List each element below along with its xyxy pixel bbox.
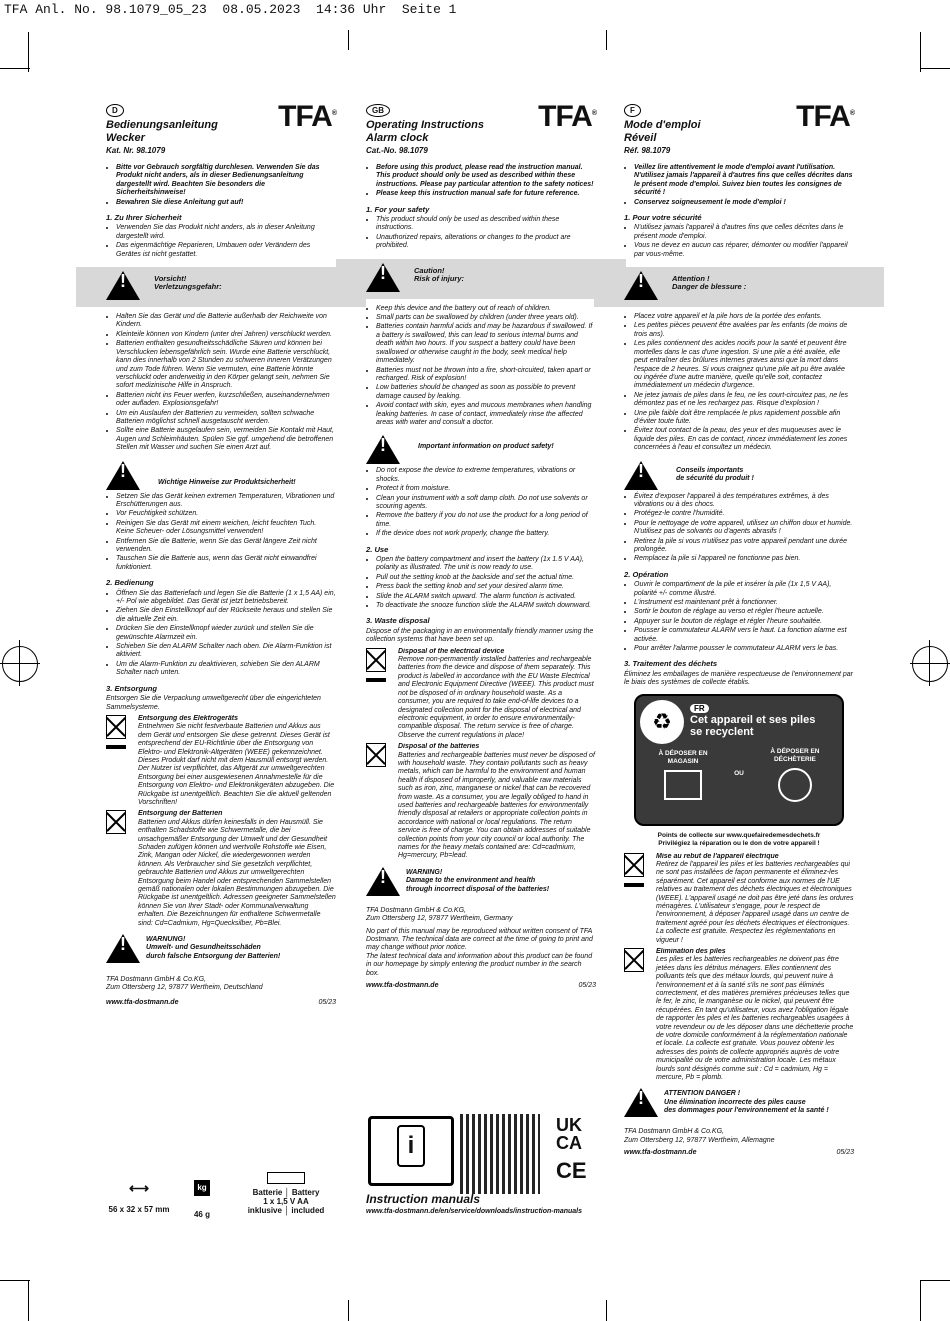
fold-line [606, 30, 607, 50]
crop-mark [0, 68, 30, 69]
crop-mark [920, 32, 921, 72]
list-item: • Clean your instrument with a soft damp cloth. Do not use solvents or scouring agents. [376, 495, 596, 512]
registration-mark [912, 646, 948, 682]
list-item: • Setzen Sie das Gerät keinen extremen Temperaturen, Vibrationen und Erschütterungen aus. [116, 493, 336, 510]
edition-date: 05/23 [836, 1149, 854, 1157]
triman-recycling-box [634, 694, 844, 826]
catalog-number: Kat. Nr. 98.1079 [106, 146, 166, 155]
battery-included: inklusive │ included [247, 1206, 325, 1215]
list-item: • Tauschen Sie die Batterie aus, wenn das Gerät nicht einwandfrei funktioniert. [116, 555, 336, 572]
print-header: TFA Anl. No. 98.1079_05_23 08.05.2023 14:36 Uhr Seite 1 [4, 2, 457, 17]
address-line: Zum Ottersberg 12, 97877 Wertheim, Deutschland [106, 984, 263, 992]
list-item: • Ouvrir le compartiment de la pile et insérer la pile (1x 1,5 V AA), polarité +/- comme illustré. [634, 581, 854, 598]
registration-line [19, 640, 20, 686]
list-item: • Pour arrêter l'alarme pousser le commutateur ALARM vers le bas. [634, 645, 854, 653]
intro-item: • Bitte vor Gebrauch sorgfältig durchlesen. Verwenden Sie das Produkt nicht anders, als in dieser Bedienungsanleitung dargestellt wird. Beachten Sie besonders die Sicherheitshinweise! [116, 164, 336, 198]
paragraph: Retirez de l'appareil les piles et les batteries rechargeables qui ne sont pas installées de façon permanente et éliminez-les séparément. Cet appareil est conforme aux normes de l'UE relatives au traitement des déchets électriques et électroniques (WEEE). L'appareil usagé ne doit pas être jeté dans les ordures ménagères. L'utilisateur s'engage, pour le respect de l'environnement, à déposer l'appareil usagé dans un centre de traitement agréé pour les déchets électriques et électroniques. La collecte est gratuite. Respectez les réglementations en vigueur ! [656, 860, 854, 944]
catalog-number: Réf. 98.1079 [624, 146, 671, 155]
column-german [106, 100, 336, 1007]
intro-item: • Please keep this instruction manual safe for future reference. [376, 190, 596, 198]
crossed-bin-icon [624, 853, 644, 877]
recycle-title: se recyclent [690, 726, 754, 739]
subheading: Entsorgung des Elektrogeräts [138, 714, 238, 722]
section-heading: 1. Pour votre sécurité [624, 213, 702, 223]
battery-type: 1 x 1,5 V AA [263, 1197, 309, 1206]
store-dropoff-label: À DÉPOSER EN MAGASIN [658, 749, 708, 766]
list-item: • Pousser le commutateur ALARM vers le haut. La fonction alarme est activée. [634, 627, 854, 644]
manual-book-icon: i [368, 1116, 454, 1186]
column-french [624, 100, 854, 1158]
warning-triangle-icon [366, 263, 400, 292]
section-heading: 2. Bedienung [106, 578, 154, 588]
list-item: • N'utilisez jamais l'appareil à d'autres fins que celles décrites dans le présent mode d'emploi. [634, 224, 854, 241]
crop-mark [920, 1280, 921, 1321]
list-item: • Öffnen Sie das Batteriefach und legen Sie die Batterie (1 x 1,5 AA) ein, +/- Pol wie abgebildet. Das Gerät ist jetzt betriebsbereit. [116, 590, 336, 607]
list-item: • Entfernen Sie die Batterie, wenn Sie das Gerät längere Zeit nicht verwenden. [116, 538, 336, 555]
list-item: • Batteries must not be thrown into a fire, short-circuited, taken apart or recharged. Risk of explosion! [376, 367, 596, 384]
important-heading: Conseils importants [676, 466, 744, 474]
qr-code[interactable] [460, 1114, 540, 1194]
list-item: • Ziehen Sie den Einstellknopf auf der Rückseite heraus und stellen Sie die aktuelle Zeit ein. [116, 607, 336, 624]
subheading: Mise au rebut de l'appareil électrique [656, 852, 779, 860]
address-line: Zum Ottersberg 12, 97877 Wertheim, Allemagne [624, 1136, 775, 1144]
crossed-bin-icon [624, 948, 644, 972]
paragraph: Batterien und Akkus dürfen keinesfalls in den Hausmüll. Sie enthalten Schadstoffe wie Schwermetalle, die bei unsachgemäßer Entsorgung der Umwelt und der Gesundheit Schaden zufügen können und wertvolle Rohstoffe wie Eisen, Zink, Mangan oder Nickel, die wiedergewonnen werden können. Als Verbraucher sind Sie gesetzlich verpflichtet, gebrauchte Batterien und Akkus zur umweltgerechten Entsorgung beim Handel oder entsprechenden Sammelstellen gemäß nationalen oder lokalen Bestimmungen abzugeben. Die Rückgabe ist unentgeltlich. Adressen geeigneter Sammelstellen können Sie von Ihrer Stadt- oder Kommunalverwaltung erhalten. Die Bezeichnungen für enthaltene Schwermetalle sind: Cd=Cadmium, Hg=Quecksilber, Pb=Blei. [138, 818, 336, 927]
warning-triangle-icon [624, 1088, 658, 1117]
paragraph: Les piles et les batteries rechargeables ne doivent pas être jetées dans les détritus ménagers. Elles contiennent des polluants tels que des métaux lourds, qui peuvent nuire à l'environnement et à la santé s'ils ne sont pas éliminés correctement, et des matières premières précieuses telles que le fer, le zinc, le manganèse ou le nickel, qui peuvent être récupérées. En tant qu'utilisateur, vous avez l'obligation légale de rapporter les piles et les batteries rechargeables usagées à votre revendeur ou de les déposer dans une déchetterie proche de votre domicile conformément à la réglementation nationale et locale. La collecte est gratuite. Vous pouvez obtenir les adresses des points de collecte appropriés auprès de votre municipalité ou de votre administration locale. Les métaux lourds sont désignés comme suit : Cd = cadmium, Hg = mercure, Pb = plomb. [656, 956, 854, 1082]
warning-title: Attention ! [672, 274, 710, 284]
list-item: • Batteries contain harmful acids and may be hazardous if swallowed. If a battery is swallowed, this can lead to serious internal burns and death within two hours. If you suspect a battery could have been swallowed or otherwise caught in the body, seek medical help immediately. [376, 323, 596, 365]
list-item: • Schieben Sie den ALARM Schalter nach oben. Die Alarm-Funktion ist aktiviert. [116, 643, 336, 660]
warning-title: WARNUNG! [146, 936, 186, 944]
important-heading: de sécurité du produit ! [676, 474, 754, 482]
tfa-logo: TFA® [278, 100, 336, 133]
list-item: • Slide the ALARM switch upward. The alarm function is activated. [376, 593, 596, 601]
subheading: Disposal of the batteries [398, 743, 480, 751]
language-badge: D [106, 104, 124, 117]
spec-dimensions [108, 1180, 170, 1214]
list-item: • Drücken Sie den Einstellknopf wieder zurück und stellen Sie die gewünschte Alarmzeit ein. [116, 625, 336, 642]
battery-icon [267, 1172, 305, 1184]
registration-line [0, 663, 40, 664]
intro-item: • Conservez soigneusement le mode d'emploi ! [634, 199, 854, 207]
paragraph: Entsorgen Sie die Verpackung umweltgerecht über die eingerichteten Sammelsysteme. [106, 695, 321, 711]
edition-date: 05/23 [578, 982, 596, 990]
collection-points: Points de collecte sur www.quefairedemesdechets.fr [657, 831, 821, 839]
language-badge: GB [366, 104, 390, 117]
crossed-bin-icon [106, 810, 126, 834]
manuals-title: Instruction manuals [366, 1192, 481, 1206]
fold-line [606, 1300, 607, 1321]
crop-mark [920, 1280, 950, 1281]
list-item: • L'instrument est maintenant prêt à fonctionner. [634, 599, 854, 607]
list-item: • Sollte eine Batterie ausgelaufen sein, vermeiden Sie Kontakt mit Haut, Augen und Schleimhäuten. Spülen Sie ggf. umgehend die betroffenen Stellen mit Wasser und suchen Sie einen Arzt auf. [116, 427, 336, 452]
subheading: Entsorgung der Batterien [138, 810, 223, 818]
warning-line: Umwelt- und Gesundheitsschäden [146, 944, 261, 952]
tfa-logo: TFA® [796, 100, 854, 133]
title-line-1: Bedienungsanleitung [106, 119, 218, 131]
warning-triangle-icon [366, 435, 400, 464]
fold-line [348, 30, 349, 50]
section-heading: 1. Zu Ihrer Sicherheit [106, 213, 182, 223]
list-item: • Pull out the setting knob at the backside and set the actual time. [376, 574, 596, 582]
list-item: • Appuyer sur le bouton de réglage et régler l'heure souhaitée. [634, 618, 854, 626]
crop-mark [0, 1280, 30, 1281]
section-heading: 1. For your safety [366, 204, 430, 214]
warning-line: des dommages pour l'environnement et la santé ! [664, 1107, 829, 1115]
crop-mark [28, 1280, 29, 1321]
list-item: • Um ein Auslaufen der Batterien zu vermeiden, sollten schwache Batterien möglichst schnell ausgetauscht werden. [116, 410, 336, 427]
crop-mark [920, 68, 950, 69]
warning-banner [594, 267, 884, 307]
important-heading: Important information on product safety! [418, 443, 554, 451]
dimensions-label: 56 x 32 x 57 mm [108, 1205, 170, 1214]
list-item: • Open the battery compartment and insert the battery (1x 1.5 V AA), polarity as illustrated. The unit is now ready to use. [376, 556, 596, 573]
manuals-url[interactable]: www.tfa-dostmann.de/en/service/downloads/instruction-manuals [366, 1208, 582, 1215]
spec-battery [246, 1172, 326, 1215]
paragraph: Dispose of the packaging in an environmentally friendly manner using the collection systems that have been set up. [366, 627, 594, 644]
list-item: • Les piles contiennent des acides nocifs pour la santé et peuvent être mortelles dans le cas d'une ingestion. Si une pile a été avalée, elle peut entraîner des brûlures internes graves ainsi que la mort dans l'espace de 2 heures. Si vous craignez qu'une pile ait pu être avalée ou ingérée d'une autre manière, quelle qu'elle soit, contactez immédiatement un médecin d'urgence. [634, 340, 854, 390]
paragraph: Remove non-permanently installed batteries and rechargeable batteries from the device and dispose of them separately. This product is labelled in accordance with the EU Waste Electrical and Electronic Equipment Directive (WEEE). This product must not be disposed of in ordinary household waste. As a consumer, you are required to take end-of-life devices to a designated collection point for the disposal of electrical and electronic equipment, in order to ensure environmentally-compatible disposal. The return service is free of charge. Observe the current regulations in place! [398, 656, 594, 739]
section-heading: 2. Opération [624, 569, 669, 579]
list-item: • Do not expose the device to extreme temperatures, vibrations or shocks. [376, 467, 596, 484]
warning-banner [336, 259, 626, 299]
language-badge: F [624, 104, 641, 117]
intro-item: • Before using this product, please read the instruction manual. This product should only be used as described within these instructions. Please pay particular attention to the safety notices! [376, 164, 596, 189]
list-item: • Placez votre appareil et la pile hors de la portée des enfants. [634, 313, 854, 321]
battery-label: Batterie │ Battery [252, 1188, 320, 1197]
store-icon [664, 770, 702, 800]
dump-dropoff-label: À DÉPOSER EN DÉCHÈTERIE [770, 747, 820, 764]
list-item: • Halten Sie das Gerät und die Batterie außerhalb der Reichweite von Kindern. [116, 313, 336, 330]
weight-label: 46 g [193, 1210, 210, 1219]
warning-triangle-icon [366, 867, 400, 896]
intro-item: • Veillez lire attentivement le mode d'emploi avant l'utilisation. N'utilisez jamais l'appareil à d'autres fins que celles décrites dans le présent mode d'emploi. Suivez bien toutes les consignes de sécurité ! [634, 164, 854, 198]
list-item: • Das eigenmächtige Reparieren, Umbauen oder Verändern des Gerätes ist nicht gestattet. [116, 242, 336, 259]
warning-line: through incorrect disposal of the batteries! [406, 885, 550, 893]
warning-triangle-icon [106, 461, 140, 490]
title-line-2: Réveil [624, 132, 657, 144]
list-item: • If the device does not work properly, change the battery. [376, 530, 596, 538]
dimension-arrow-icon: ⟷ [128, 1180, 150, 1196]
warning-title: Vorsicht! [154, 274, 187, 284]
list-item: • Kleinteile können von Kindern (unter drei Jahren) verschluckt werden. [116, 331, 336, 339]
warning-subtitle: Verletzungsgefahr: [154, 282, 222, 292]
list-item: • To deactivate the snooze function slide the ALARM switch downward. [376, 602, 596, 610]
list-item: • Small parts can be swallowed by children (under three years old). [376, 314, 596, 322]
subheading: Disposal of the electrical device [398, 647, 505, 655]
list-item: • Protégez-le contre l'humidité. [634, 510, 854, 518]
address-line: TFA Dostmann GmbH & Co.KG, [106, 976, 206, 984]
warning-triangle-icon [624, 461, 658, 490]
list-item: • Une pile faible doit être remplacée le plus rapidement possible afin d'éviter toute fuite. [634, 410, 854, 427]
list-item: • Ne jetez jamais de piles dans le feu, ne les court-circuitez pas, ne les démontez pas et ne les rechargez pas. Risque d'explosion ! [634, 392, 854, 409]
legal-note: The latest technical data and information about this product can be found in our homepage by simply entering the product number in the search box. [366, 952, 593, 977]
paragraph: Éliminez les emballages de manière respectueuse de l'environnement par le biais des systèmes de collecte établis. [624, 670, 853, 687]
fold-line [348, 1300, 349, 1321]
section-heading: 3. Traitement des déchets [624, 659, 718, 669]
list-item: • Um die Alarm-Funktion zu deaktivieren, schieben Sie den ALARM Schalter nach unten. [116, 661, 336, 678]
list-item: • Batterien nicht ins Feuer werfen, kurzschließen, auseinandernehmen oder aufladen. Explosionsgefahr! [116, 392, 336, 409]
crossed-bin-icon [106, 715, 126, 739]
warning-subtitle: Danger de blessure : [672, 282, 747, 292]
repair-note: Privilégiez la réparation ou le don de votre appareil ! [658, 840, 820, 848]
or-label: OU [734, 770, 744, 778]
list-item: • Évitez tout contact de la peau, des yeux et des muqueuses avec le liquide des piles. En cas de contact, rincez immédiatement les zones concernées à l'eau et consultez un médecin. [634, 427, 854, 452]
list-item: • Remplacez la pile si l'appareil ne fonctionne pas bien. [634, 555, 854, 563]
website: www.tfa-dostmann.de [366, 982, 439, 990]
warning-line: Damage to the environment and health [406, 877, 536, 885]
legal-note: No part of this manual may be reproduced without written consent of TFA Dostmann. The technical data are correct at the time of going to print and may change without prior notice. [366, 927, 593, 952]
list-item: • Keep this device and the battery out of reach of children. [376, 305, 596, 313]
list-item: • Avoid contact with skin, eyes and mucous membranes when handling leaking batteries. In case of contact, immediately rinse the affected areas with water and consult a doctor. [376, 402, 596, 427]
crossed-bin-icon [366, 648, 386, 672]
important-heading: Wichtige Hinweise zur Produktsicherheit! [158, 478, 296, 486]
list-item: • Protect it from moisture. [376, 485, 596, 493]
list-item: • Évitez d'exposer l'appareil à des températures extrêmes, à des vibrations ou à des chocs. [634, 493, 854, 510]
tfa-logo: TFA® [538, 100, 596, 133]
triman-icon: ♻ [640, 700, 684, 744]
spec-weight [188, 1180, 216, 1219]
section-heading: 2. Use [366, 544, 389, 554]
recycle-title: Cet appareil et ses piles [690, 714, 816, 727]
title-line-2: Wecker [106, 132, 145, 144]
list-item: • This product should only be used as described within these instructions. [376, 216, 596, 233]
address-line: TFA Dostmann GmbH & Co.KG, [366, 906, 466, 914]
list-item: • Unauthorized repairs, alterations or changes to the product are prohibited. [376, 234, 596, 251]
warning-banner [76, 267, 366, 307]
fr-badge: FR [690, 704, 709, 713]
column-english [366, 100, 596, 990]
weight-icon: kg [194, 1180, 210, 1196]
warning-subtitle: Risk of injury: [414, 274, 465, 284]
warning-triangle-icon [106, 271, 140, 300]
website: www.tfa-dostmann.de [624, 1149, 697, 1157]
list-item: • Batterien enthalten gesundheitsschädliche Säuren und können bei Verschlucken lebensgefährlich sein. Wurde eine Batterie verschluckt, kann dies innerhalb von 2 Stunden zu schweren inneren Verätzungen und zum Tode führen. Wenn Sie vermuten, eine Batterie könnte verschluckt oder anderweitig in den Körper gelangt sein, nehmen Sie sofort medizinische Hilfe in Anspruch. [116, 340, 336, 390]
list-item: • Verwenden Sie das Produkt nicht anders, als in dieser Anleitung dargestellt wird. [116, 224, 336, 241]
warning-triangle-icon [624, 271, 658, 300]
dump-icon [778, 768, 812, 802]
list-item: • Retirez la pile si vous n'utilisez pas votre appareil pendant une durée prolongée. [634, 538, 854, 555]
list-item: • Vor Feuchtigkeit schützen. [116, 510, 336, 518]
address-line: TFA Dostmann GmbH & Co.KG, [624, 1128, 724, 1136]
edition-date: 05/23 [318, 998, 336, 1006]
warning-line: Une élimination incorrecte des piles cause [664, 1098, 806, 1106]
address-line: Zum Ottersberg 12, 97877 Wertheim, Germany [366, 915, 513, 923]
warning-triangle-icon [106, 934, 140, 963]
registration-line [929, 640, 930, 686]
list-item: • Remove the battery if you do not use the product for a long period of time. [376, 512, 596, 529]
list-item: • Sortir le bouton de réglage au verso et régler l'heure actuelle. [634, 608, 854, 616]
crop-mark [28, 32, 29, 72]
warning-line: durch falsche Entsorgung der Batterien! [146, 952, 281, 960]
title-line-1: Operating Instructions [366, 119, 484, 131]
warning-title: WARNING! [406, 868, 443, 876]
title-line-2: Alarm clock [366, 132, 429, 144]
list-item: • Reinigen Sie das Gerät mit einem weichen, leicht feuchten Tuch. Keine Scheuer- oder Lösungsmittel verwenden! [116, 520, 336, 537]
list-item: • Les petites pièces peuvent être avalées par les enfants (de moins de trois ans). [634, 322, 854, 339]
warning-title: Caution! [414, 265, 445, 275]
catalog-number: Cat.-No. 98.1079 [366, 146, 428, 155]
list-item: • Pour le nettoyage de votre appareil, utilisez un chiffon doux et humide. N'utilisez pas de solvants ou d'agents abrasifs ! [634, 520, 854, 537]
paragraph: Entnehmen Sie nicht festverbaute Batterien und Akkus aus dem Gerät und entsorgen Sie diese getrennt. Dieses Gerät ist entsprechend der EU-Richtlinie über die Entsorgung von Elektro- und Elektronik-Altgeräten (WEEE) gekennzeichnet. Dieses Produkt darf nicht mit dem Hausmüll entsorgt werden. Der Nutzer ist verpflichtet, das Altgerät zur umweltgerechten Entsorgung bei einer ausgewiesenen Annahmestelle für die Entsorgung von Elektro- und Elektronikgeräten abzugeben. Die Rückgabe ist unentgeltlich. Beachten Sie die aktuell geltenden Vorschriften! [138, 723, 335, 806]
intro-item: • Bewahren Sie diese Anleitung gut auf! [116, 199, 336, 207]
registration-mark [2, 646, 38, 682]
list-item: • Press back the setting knob and set your desired alarm time. [376, 583, 596, 591]
ce-mark: CE [556, 1158, 587, 1183]
list-item: • Vous ne devez en aucun cas réparer, démonter ou modifier l'appareil par vous-même. [634, 242, 854, 259]
title-line-1: Mode d'emploi [624, 119, 701, 131]
registration-line [910, 663, 950, 664]
paragraph: Batteries and rechargeable batteries must never be disposed of with household waste. They contain pollutants such as heavy metals, which can be harmful to the environment and human health if disposed of improperly, and valuable raw materials such as iron, zinc, manganese or nickel that can be recovered from waste. As a consumer, you are legally obliged to hand in used batteries and rechargeable batteries for environmentally friendly disposal at retailers or appropriate collection points in accordance with national or local regulations. The return service is free of charge. You can obtain addresses of suitable collection points from your city council or local authority. The names for the heavy metals contained are: Cd=cadmium, Hg=mercury, Pb=lead. [398, 751, 595, 860]
ukca-mark: UK CA [556, 1115, 582, 1153]
section-heading: 3. Entsorgung [106, 683, 158, 693]
list-item: • Low batteries should be changed as soon as possible to prevent damage caused by leaking. [376, 384, 596, 401]
crossed-bin-icon [366, 743, 386, 767]
section-heading: 3. Waste disposal [366, 616, 430, 626]
website: www.tfa-dostmann.de [106, 998, 179, 1006]
subheading: Élimination des piles [656, 947, 726, 955]
warning-title: ATTENTION DANGER ! [664, 1090, 741, 1098]
